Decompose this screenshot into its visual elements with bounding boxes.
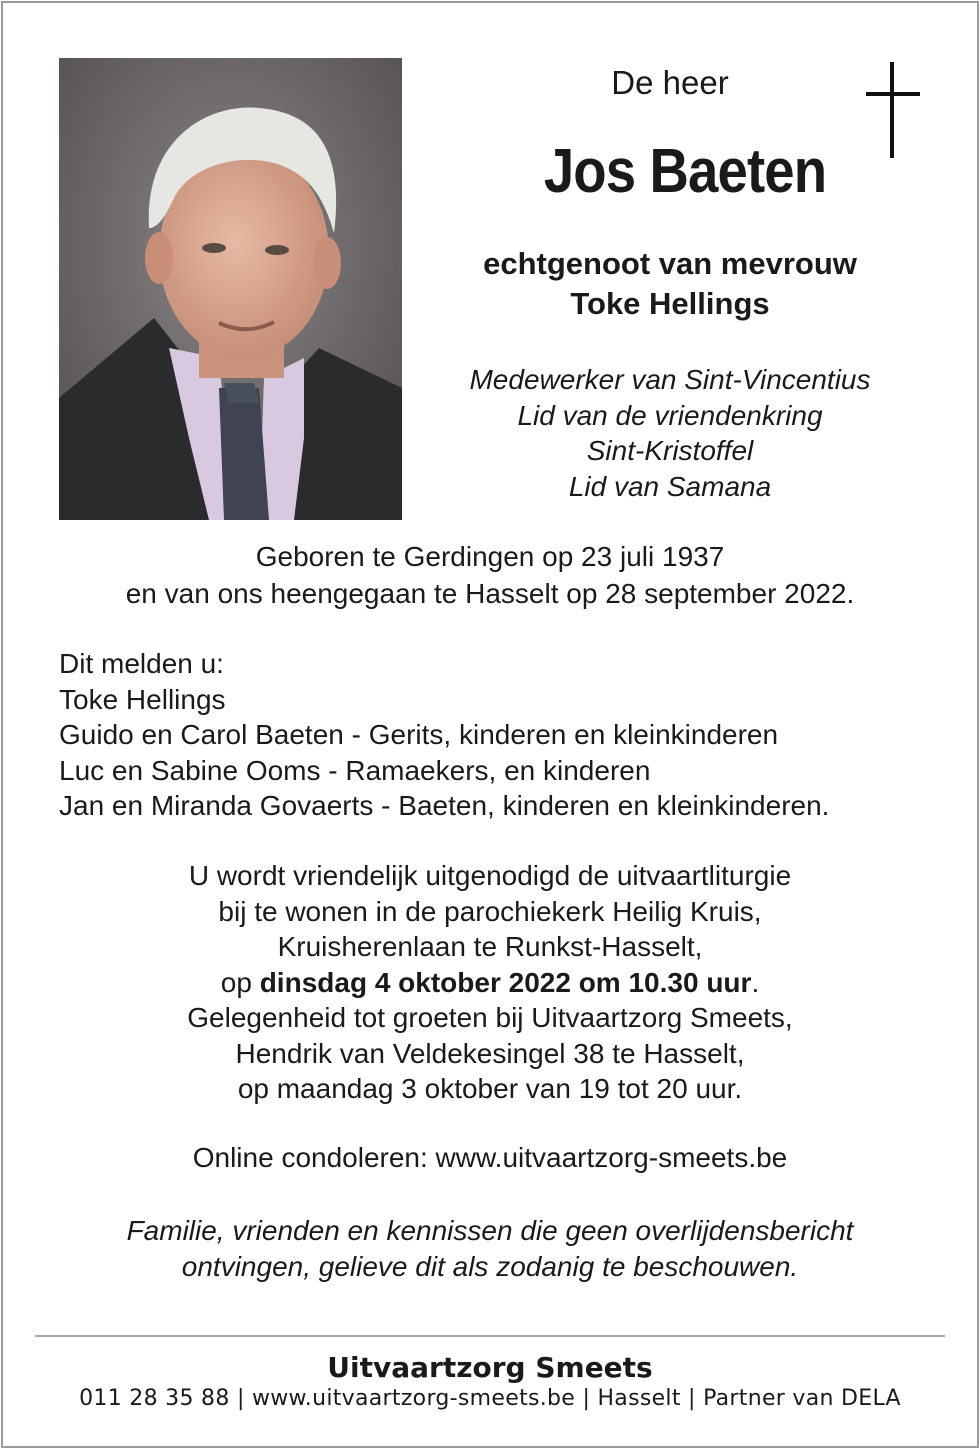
ceremony-line: U wordt vriendelijk uitgenodigd de uitvaartliturgie [188, 860, 792, 891]
closing-note [40, 1213, 940, 1285]
ceremony-line: bij te wonen in de parochiekerk Heilig Kruis, [218, 895, 762, 927]
footer-divider [35, 1335, 945, 1337]
ceremony-line: Hendrik van Veldekesingel 38 te Hasselt, [235, 1037, 745, 1069]
ceremony-suffix: . [751, 966, 760, 998]
ceremony-line: Kruisherenlaan te Runkst-Hasselt, [277, 931, 703, 962]
death-line: en van ons heengegaan te Hasselt op 28 september 2022. [125, 578, 855, 609]
dates-block [40, 538, 940, 612]
ceremony-line: op maandag 3 oktober van 19 tot 20 uur. [237, 1073, 743, 1104]
portrait-photo [59, 58, 402, 520]
online-condolence: Online condoleren: www.uitvaartzorg-smeets.be [192, 1142, 788, 1173]
closing-line: Familie, vrienden en kennissen die geen overlijdensbericht [126, 1215, 854, 1246]
roles-block [420, 362, 920, 504]
closing-line: ontvingen, gelieve dit als zodanig te beschouwen. [181, 1251, 799, 1282]
ceremony-block [40, 858, 940, 1107]
family-line: Toke Hellings [59, 683, 226, 715]
ceremony-prefix: op [220, 966, 260, 998]
salutation: De heer [611, 64, 729, 101]
funeral-home-name: Uitvaartzorg Smeets [327, 1351, 653, 1384]
spouse-line-2: Toke Hellings [570, 286, 770, 321]
deceased-name: Jos Baeten [543, 137, 827, 206]
role-item: Lid van de vriendenkring [517, 399, 823, 431]
family-line: Luc en Sabine Ooms - Ramaekers, en kinderen [59, 754, 651, 786]
family-line: Guido en Carol Baeten - Gerits, kinderen en kleinkinderen [59, 719, 779, 750]
role-item: Sint-Kristoffel [586, 435, 754, 466]
spouse-block [420, 244, 920, 324]
family-line: Jan en Miranda Govaerts - Baeten, kinderen en kleinkinderen. [59, 790, 830, 821]
ceremony-datetime-line [40, 965, 940, 1001]
ceremony-datetime: dinsdag 4 oktober 2022 om 10.30 uur [259, 966, 752, 998]
notify-block [59, 646, 829, 824]
role-item: Lid van Samana [568, 470, 772, 502]
role-item: Medewerker van Sint-Vincentius [469, 364, 871, 395]
spouse-line-1: echtgenoot van mevrouw [483, 246, 857, 281]
ceremony-line: Gelegenheid tot groeten bij Uitvaartzorg Smeets, [187, 1002, 793, 1033]
birth-line: Geboren te Gerdingen op 23 juli 1937 [255, 541, 725, 572]
notify-intro: Dit melden u: [59, 648, 224, 679]
funeral-home-contact: 011 28 35 88 | www.uitvaartzorg-smeets.be | Hasselt | Partner van DELA [79, 1386, 901, 1411]
